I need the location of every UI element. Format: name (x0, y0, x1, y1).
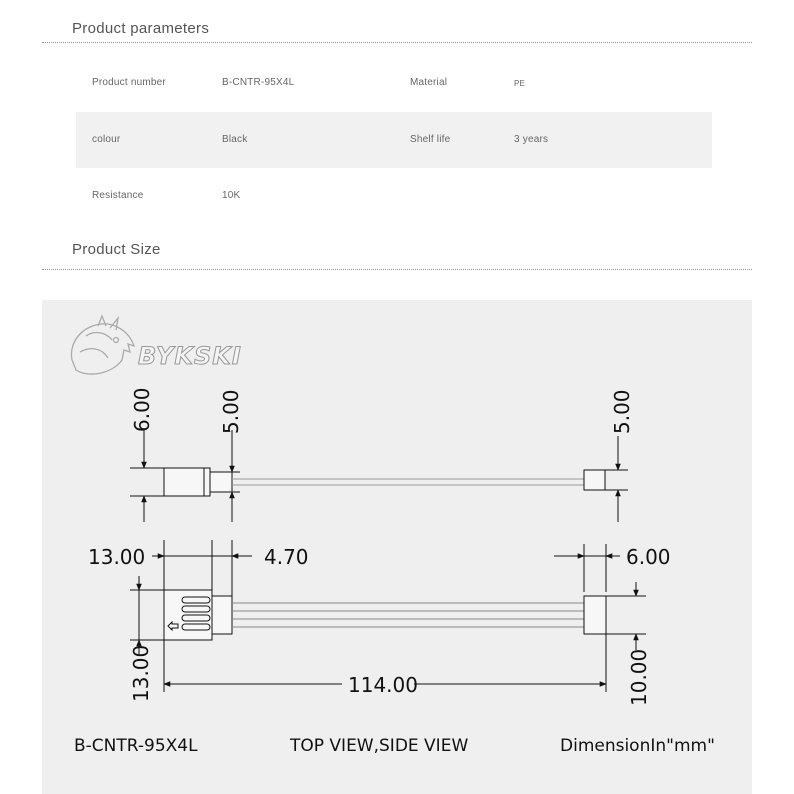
param-value-material: PE (514, 79, 526, 88)
top-view (130, 540, 646, 692)
caption-model: B-CNTR-95X4L (74, 736, 198, 756)
dim-top-right-plug-length: 6.00 (626, 545, 671, 569)
param-label-product-number: Product number (92, 77, 166, 88)
param-label-material: Material (410, 77, 448, 88)
side-view (130, 430, 628, 522)
dim-total-length: 114.00 (348, 673, 418, 697)
dim-side-left-plug: 5.00 (219, 389, 243, 434)
dim-top-connector-height: 13.00 (129, 644, 153, 702)
section-title-size: Product Size (72, 241, 161, 258)
param-value-resistance: 10K (222, 190, 241, 201)
param-row (76, 112, 712, 168)
param-label-colour: colour (92, 134, 121, 145)
dim-side-connector-height: 6.00 (130, 387, 154, 432)
dim-top-plug-length: 4.70 (264, 545, 309, 569)
param-value-shelf-life: 3 years (514, 134, 549, 145)
dragon-logo-icon (71, 316, 134, 374)
section-title-parameters: Product parameters (72, 20, 210, 37)
caption-units: DimensionIn"mm" (560, 736, 715, 756)
caption-view: TOP VIEW,SIDE VIEW (290, 736, 469, 756)
param-row (76, 168, 712, 224)
param-value-product-number: B-CNTR-95X4L (222, 77, 295, 88)
brand-wordmark: BYKSKI (138, 342, 242, 370)
section-divider (42, 269, 752, 270)
param-row (76, 55, 712, 111)
dim-top-right-height: 10.00 (627, 648, 651, 706)
param-label-shelf-life: Shelf life (410, 134, 451, 145)
dim-top-connector-length: 13.00 (88, 545, 146, 569)
param-value-colour: Black (222, 134, 248, 145)
dim-side-right-plug: 5.00 (610, 389, 634, 434)
section-divider (42, 42, 752, 43)
param-label-resistance: Resistance (92, 190, 144, 201)
dimension-drawing (42, 300, 752, 794)
